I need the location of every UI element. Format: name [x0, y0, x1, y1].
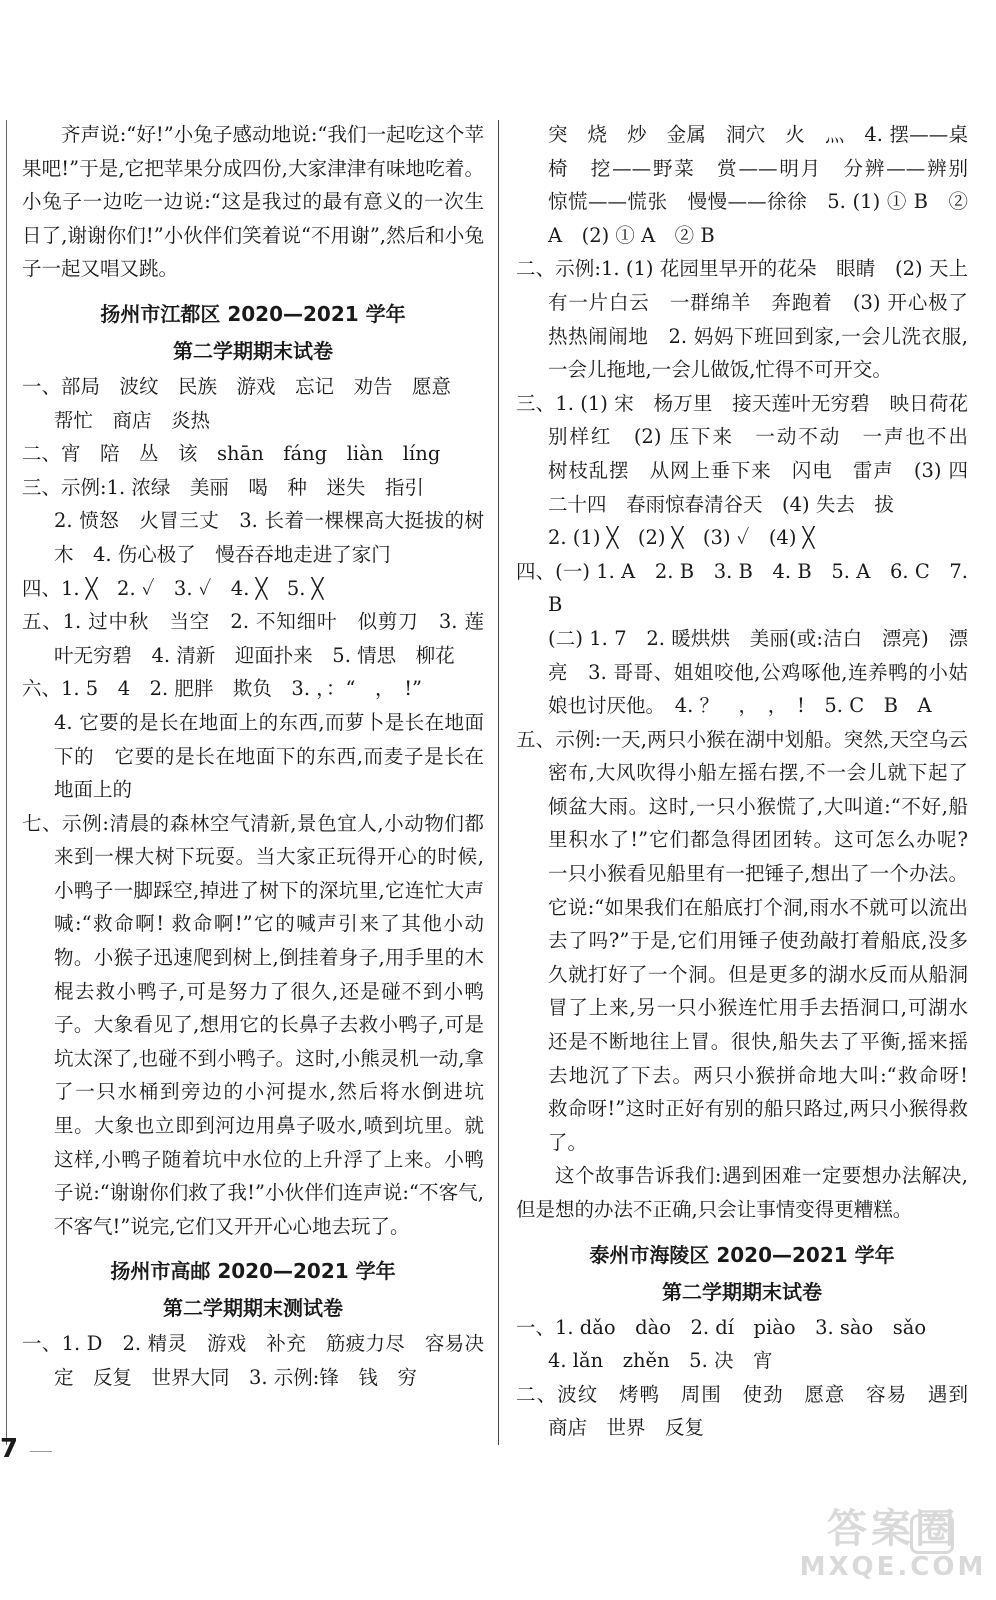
answer-hailing-2: 二、波纹 烤鸭 周围 使劲 愿意 容易 遇到 商店 世界 反复: [516, 1382, 988, 1440]
section-subtitle-hailing: 第二学期期末试卷: [662, 1279, 822, 1304]
answer-3-cont: 2. 愤怒 火冒三丈 3. 长着一棵棵高大挺拔的树木 4. 伤心极了 慢吞吞地走进了家门: [54, 509, 484, 566]
section-title-hailing: 泰州市海陵区 2020—2021 学年: [589, 1242, 895, 1267]
answer-gaoyou-5-moral: 这个故事告诉我们:遇到困难一定要想办法解决,但是想的办法不正确,只会让事情变得更糟糕。: [516, 1164, 968, 1221]
answer-6-cont: 4. 它要的是长在地面上的东西,而萝卜是长在地面下的 它要的是长在地面下的东西,而麦子是长在地面上的: [54, 710, 484, 802]
watermark-seal-icon: [910, 1514, 954, 1554]
section-title-gaoyou: 扬州市高邮 2020—2021 学年: [110, 1259, 396, 1284]
answer-gaoyou-2: 二、示例:1. (1) 花园里早开的花朵 眼睛 (2) 天上有一片白云 一群绵羊 奔跑着 (3) 开心极了 热热闹闹地 2. 妈妈下班回到家,一会儿洗衣服,一会儿拖地,一会儿做饭,忙得不可开交。: [516, 257, 988, 382]
answer-gaoyou-1-cont: 突 烧 炒 金属 洞穴 火 灬 4. 摆——桌椅 挖——野菜 赏——明月 分辨——辨别 惊慌——慌张 慢慢——徐徐 5. (1) ① B ② A (2) ① A ② B: [548, 123, 988, 247]
section-title-jiangdu: 扬州市江都区 2020—2021 学年: [100, 301, 406, 326]
answer-5: 五、1. 过中秋 当空 2. 不知细叶 似剪刀 3. 莲叶无穷碧 4. 清新 迎面扑来 5. 情思 柳花: [22, 610, 484, 667]
answer-hailing-1: 一、1. dǎo dào 2. dí piào 3. sào sǎo: [516, 1315, 927, 1339]
answer-gaoyou-3-cont: 2. (1) ╳ (2) ╳ (3) ✓ (4) ╳: [548, 526, 815, 550]
right-column: [516, 118, 988, 1445]
answer-1-cont: 帮忙 商店 炎热: [54, 408, 211, 432]
answer-gaoyou-3: 三、1. (1) 宋 杨万里 接天莲叶无穷碧 映日荷花别样红 (2) 压下来 一动不动 一声也不出 树枝乱摆 从网上垂下来 闪电 雷声 (3) 四 二十四 春雨惊春清谷天 (4) 失去 拔: [516, 391, 988, 516]
answer-7: 七、示例:清晨的森林空气清新,景色宜人,小动物们都来到一棵大树下玩耍。当大家正玩得开心的时候,小鸭子一脚踩空,掉进了树下的深坑里,它连忙大声喊:“救命啊! 救命啊!”它的喊声引来了其他小动物。小猴子迅速爬到树上,倒挂着身子,用手里的木棍去救小鸭子,可是努力了很久,还是碰不到小鸭子。大象看见了,想用它的长鼻子去救小鸭子,可是坑太深了,也碰不到小鸭子。这时,小熊灵机一动,拿了一只水桶到旁边的小河提水,然后将水倒进坑里。大象也立即到河边用鼻子吸水,喷到坑里。就这样,小鸭子随着坑中水位的上升浮了上来。小鸭子说:“谢谢你们救了我!”小伙伴们连声说:“不客气,不客气!”说完,它们又开开心心地去玩了。: [22, 811, 484, 1238]
answer-1: 一、部局 波纹 民族 游戏 忘记 劝告 愿意: [22, 374, 452, 398]
left-column: [22, 118, 484, 1395]
page-number: 7: [0, 1434, 19, 1464]
answer-gaoyou-4-cont: (二) 1. 7 2. 暖烘烘 美丽(或:洁白 漂亮) 漂亮 3. 哥哥、姐姐咬他,公鸡啄他,连养鸭的小姑娘也讨厌他。 4. ？ ， ， ! 5. C B A: [548, 626, 968, 718]
section-subtitle-gaoyou: 第二学期期末测试卷: [163, 1296, 343, 1321]
section-subtitle-jiangdu: 第二学期期末试卷: [173, 338, 333, 363]
watermark-bottom-text: MXQE.COM: [799, 1552, 987, 1582]
answer-hailing-1-cont: 4. lǎn zhěn 5. 决 宵: [548, 1349, 773, 1373]
footer-rule: [30, 1451, 52, 1452]
story-ending-paragraph: 齐声说:“好!”小兔子感动地说:“我们一起吃这个苹果吧!”于是,它把苹果分成四份,大家津津有味地吃着。小兔子一边吃一边说:“这是我过的最有意义的一次生日了,谢谢你们!”小伙伴们笑着说“不用谢”,然后和小兔子一起又唱又跳。: [22, 123, 484, 281]
left-margin-rule: [6, 120, 7, 1445]
answer-4: 四、1. ╳ 2. ✓ 3. ✓ 4. ╳ 5. ╳: [22, 576, 324, 600]
answer-2: 二、宵 陪 丛 该 shān fáng liàn líng: [22, 442, 441, 466]
site-watermark: [798, 1506, 988, 1590]
answer-gaoyou-4: 四、(一) 1. A 2. B 3. B 4. B 5. A 6. C 7. B: [516, 559, 968, 617]
answer-6: 六、1. 5 4 2. 肥胖 欺负 3. ，：“ ， !”: [22, 677, 422, 701]
watermark-top-text: 答案圈: [827, 1506, 959, 1552]
column-divider: [498, 120, 499, 1445]
answer-3: 三、示例:1. 浓绿 美丽 喝 种 迷失 指引: [22, 475, 424, 499]
answer-gaoyou-5: 五、示例:一天,两只小猴在湖中划船。突然,天空乌云密布,大风吹得小船左摇右摆,不一会儿就下起了倾盆大雨。这时,一只小猴慌了,大叫道:“不好,船里积水了!”它们都急得团团转。这可怎么办呢? 一只小猴看见船里有一把锤子,想出了一个办法。它说:“如果我们在船底打个洞,雨水不就可以流出去了吗?”于是,它们用锤子使劲敲打着船底,没多久就打好了一个洞。但是更多的湖水反而从船洞冒了上来,另一只小猴连忙用手去捂洞口,可湖水还是不断地往上冒。很快,船失去了平衡,摇来摇去地沉了下去。两只小猴拼命地大叫:“救命呀! 救命呀!”这时正好有别的船只路过,两只小猴得救了。: [516, 727, 968, 1154]
answer-gaoyou-1: 一、1. D 2. 精灵 游戏 补充 筋疲力尽 容易决定 反复 世界大同 3. 示例:锋 钱 穷: [22, 1332, 484, 1389]
